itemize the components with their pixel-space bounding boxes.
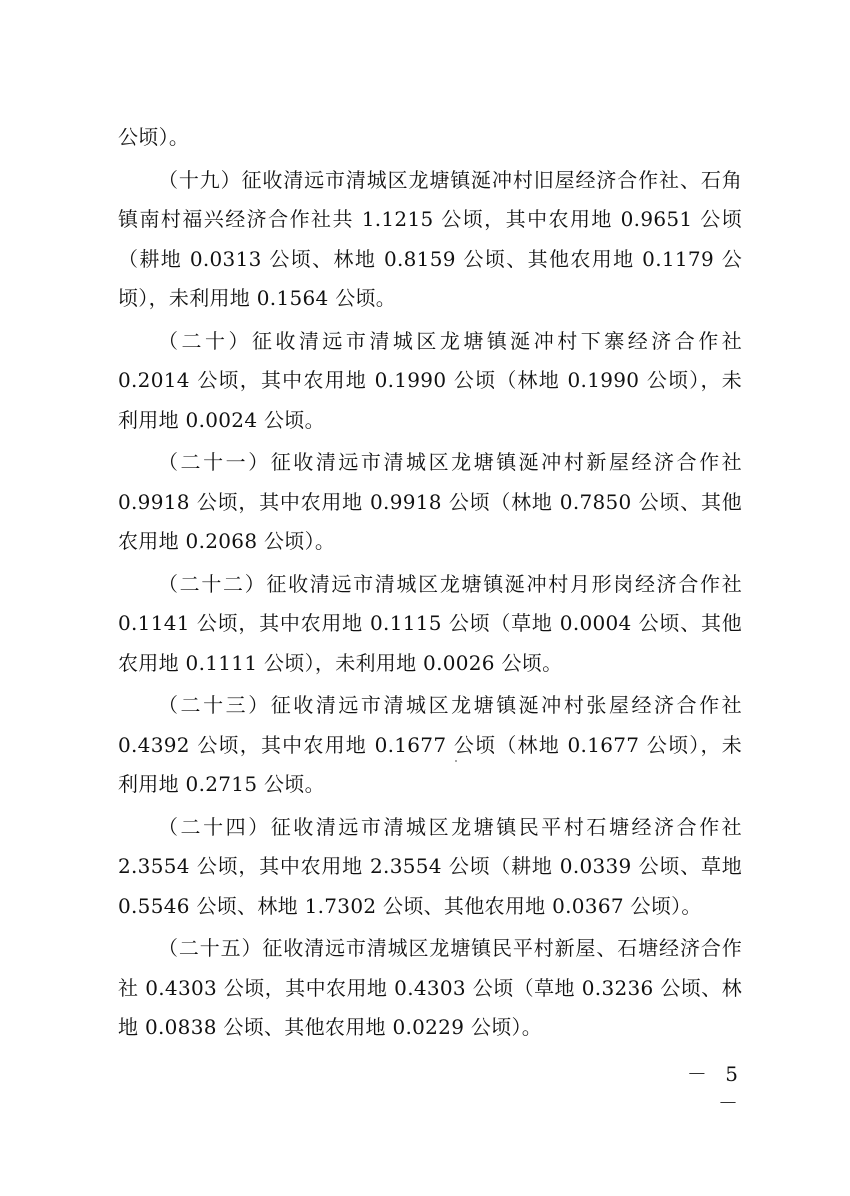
- paragraph-item-22: （二十二）征收清远市清城区龙塘镇涎冲村月形岗经济合作社 0.1141 公顷，其中农用地 0.1115 公顷（草地 0.0004 公顷、其他农用地 0.1111 公顷），未利用地 0.0026 公顷。: [118, 571, 742, 675]
- paragraph-item-19: （十九）征收清远市清城区龙塘镇涎冲村旧屋经济合作社、石角镇南村福兴经济合作社共 1.1215 公顷，其中农用地 0.9651 公顷（耕地 0.0313 公顷、林地 0.8159 公顷、其他农用地 0.1179 公顷），未利用地 0.1564 公顷。: [118, 167, 742, 310]
- paragraph-item-20: （二十）征收清远市清城区龙塘镇涎冲村下寨经济合作社 0.2014 公顷，其中农用地 0.1990 公顷（林地 0.1990 公顷），未利用地 0.0024 公顷。: [118, 328, 742, 432]
- paragraph-item-24: （二十四）征收清远市清城区龙塘镇民平村石塘经济合作社 2.3554 公顷，其中农用地 2.3554 公顷（耕地 0.0339 公顷、草地 0.5546 公顷、林地 1.7302 公顷、其他农用地 0.0367 公顷）。: [118, 814, 742, 918]
- paragraph-item-23: （二十三）征收清远市清城区龙塘镇涎冲村张屋经济合作社 0.4392 公顷，其中农用地 0.1677 公顷（林地 0.1677 公顷），未利用地 0.2715 公顷。: [118, 693, 742, 796]
- paragraph-continuation: 公顷）。: [118, 125, 190, 149]
- page-number: － 5 －: [686, 1062, 744, 1115]
- scan-speck: [455, 760, 457, 762]
- paragraph-item-25: （二十五）征收清远市清城区龙塘镇民平村新屋、石塘经济合作社 0.4303 公顷，其中农用地 0.4303 公顷（草地 0.3236 公顷、林地 0.0838 公顷、其他农用地 0.0229 公顷）。: [118, 936, 742, 1039]
- paragraph-item-21: （二十一）征收清远市清城区龙塘镇涎冲村新屋经济合作社 0.9918 公顷，其中农用地 0.9918 公顷（林地 0.7850 公顷、其他农用地 0.2068 公顷）。: [118, 450, 742, 553]
- document-body: [118, 118, 742, 1051]
